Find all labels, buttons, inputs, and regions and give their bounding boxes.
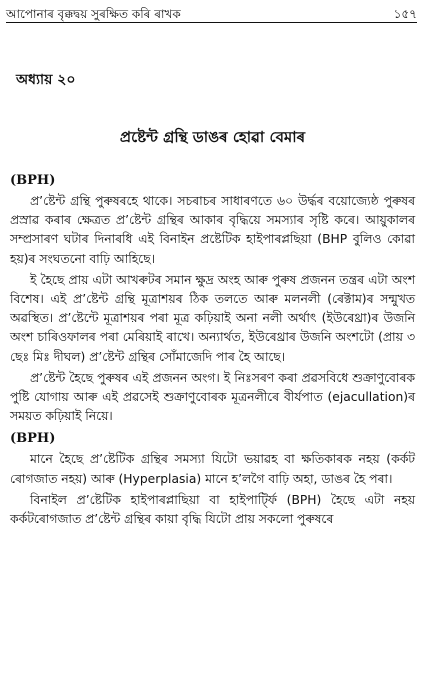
paragraph: প্ৰ’ষ্টেন্ট হৈছে পুৰুষৰ এই প্ৰজনন অংগ। ই নিঃসৰণ কৰা প্ৰৱসবিধে শুক্ৰাণুবোৰক পুষ্টি যোগায় আৰু এই প্ৰৱসেই শুক্ৰাণুবোৰক মূত্ৰনলীৰে বীৰ্যপাত (ejacullation)ৰ সময়ত কঢ়িয়াই নিয়ে।	[10, 370, 415, 424]
header-divider	[6, 22, 417, 23]
section-bph-intro	[10, 170, 415, 426]
paragraph: প্ৰ’ষ্টেন্ট গ্ৰন্থি পুৰুষৰহে থাকে। সচৰাচৰ সাধাৰণতে ৬০ উৰ্দ্ধৰ বয়োজ্যেষ্ঠ পুৰুষৰ প্ৰস্ৰাৱ কৰাৰ ক্ষেত্ৰত প্ৰ’ষ্টেন্ট গ্ৰন্থিৰ আকাৰ বৃদ্ধিয়ে সমস্যাৰ সৃষ্টি কৰে। আয়ুকালৰ সম্প্ৰসাৰণ ঘটাৰ দিনাৰধি এই বিনাইন প্ৰষ্টেটিক হাইপাৰপ্লছিয়া (BHP বুলিও কোৱা হয়)ৰ সংঘতনো বাঢ়ি আহিছে।	[10, 194, 415, 266]
running-title: আপোনাৰ বৃক্কদ্বয় সুৰক্ষিত কৰি ৰাখক	[6, 7, 181, 21]
paragraph: ই হৈছে প্ৰায় এটা আখৰুটৰ সমান ক্ষুদ্ৰ অংহ আৰু পুৰুষ প্ৰজনন তন্ত্ৰৰ এটা অংশ বিশেষ। এই প্ৰ’ষ্টেন্ট গ্ৰন্থি মূত্ৰাশয়ৰ ঠিক তলতে আৰু মলনলী (ৰেক্টাম)ৰ সন্মুখত অৱস্থিত। প্ৰ’ষ্টেন্টে মূত্ৰাশয়ৰ পৰা মূত্ৰ কঢ়িয়াই অনা নলী অৰ্থাৎ (ইউৰেথ্ৰা)ৰ উজনি অংশ চাৰিওফালৰ পৰা মেৰিয়াই ৰাখে। অন্যাৰ্থত, ইউৰেথ্ৰাৰ উজনি অংশটো (প্ৰায় ৩ ছেঃ মিঃ দীঘল) প্ৰ’ষ্টেন্ট গ্ৰন্থিৰ সোঁমাজেদি পাৰ হৈ আছে।	[10, 272, 415, 364]
chapter-title: প্ৰষ্টেন্ট গ্ৰন্থি ডাঙৰ হোৱা বেমাৰ	[119, 128, 306, 146]
page-number: ১৫৭	[393, 7, 417, 21]
section-bph-meaning	[10, 428, 415, 529]
paragraph: মানে হৈছে প্ৰ’ষ্টেটিক গ্ৰন্থিৰ সমস্যা যিটো ভয়াৱহ বা ক্ষতিকাৰক নহয় (কৰ্কট ৰোগজাত নহয়) আৰু (Hyperplasia) মানে হ’লগৈ বাঢ়ি অহা, ডাঙৰ হৈ পৰা।	[10, 452, 415, 486]
chapter-label: অধ্যায় ২০	[16, 72, 76, 88]
running-header	[6, 2, 417, 22]
section-heading: (BPH)	[10, 431, 56, 447]
section-heading: (BPH)	[10, 173, 56, 188]
body-text	[10, 170, 415, 531]
paragraph: বিনাইল প্ৰ’ষ্টেটিক হাইপাৰপ্লাছিয়া বা হাইপাৰ্ট্ফি (BPH) হৈছে এটা নহয় কৰ্কটৰোগজাত প্ৰ’ষ্টেন্ট গ্ৰন্থিৰ কায়া বৃদ্ধি যিটো প্ৰায় সকলো পুৰুষৰে	[10, 492, 415, 527]
